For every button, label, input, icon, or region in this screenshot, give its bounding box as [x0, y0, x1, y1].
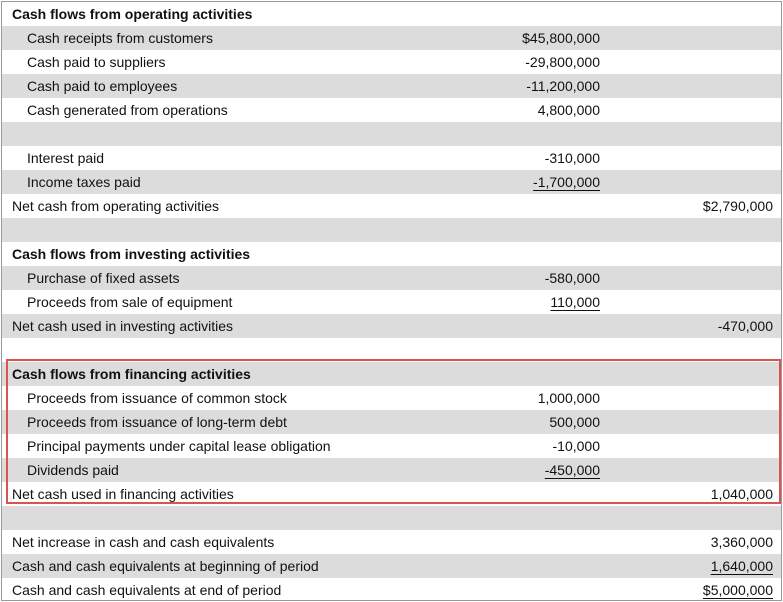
line-item-row: [2, 170, 781, 194]
line-item-row: [2, 26, 781, 50]
subtotal-row: [2, 530, 781, 554]
row-label: Net increase in cash and cash equivalents: [12, 534, 275, 550]
amount-cell: -10,000: [552, 438, 600, 454]
row-label: Principal payments under capital lease obligation: [27, 438, 331, 454]
amount-cell: -310,000: [544, 150, 600, 166]
line-item-row: [2, 434, 781, 458]
total-cell: 3,360,000: [710, 534, 773, 550]
row-label: Net cash from operating activities: [12, 198, 219, 214]
total-cell: $5,000,000: [702, 582, 773, 598]
row-label: Cash paid to suppliers: [27, 54, 166, 70]
section-header-label: Cash flows from investing activities: [12, 246, 251, 262]
spacer-row: [2, 122, 781, 146]
amount-cell: 4,800,000: [537, 102, 600, 118]
subtotal-row: [2, 194, 781, 218]
row-label: Dividends paid: [27, 462, 119, 478]
amount-cell: -580,000: [544, 270, 600, 286]
section-header-label: Cash flows from operating activities: [12, 6, 253, 22]
total-cell: 1,640,000: [710, 558, 773, 574]
row-label: Cash generated from operations: [27, 102, 228, 118]
row-label: Cash paid to employees: [27, 78, 178, 94]
row-label: Proceeds from sale of equipment: [27, 294, 233, 310]
row-label: Interest paid: [27, 150, 105, 166]
row-label: Purchase of fixed assets: [27, 270, 180, 286]
amount-cell: 1,000,000: [537, 390, 600, 406]
line-item-row: [2, 290, 781, 314]
spacer-row: [2, 218, 781, 242]
amount-cell: 500,000: [549, 414, 600, 430]
amount-cell: -11,200,000: [526, 78, 600, 94]
line-item-row: [2, 98, 781, 122]
row-label: Cash and cash equivalents at end of period: [12, 582, 282, 598]
row-label: Proceeds from issuance of long-term debt: [27, 414, 287, 430]
amount-cell: -29,800,000: [525, 54, 600, 70]
line-item-row: [2, 74, 781, 98]
spacer-row: [2, 338, 781, 362]
section-header-row: [2, 2, 781, 26]
line-item-row: [2, 146, 781, 170]
section-header-row: [2, 362, 781, 386]
total-cell: $2,790,000: [702, 198, 773, 214]
line-item-row: [2, 266, 781, 290]
row-label: Income taxes paid: [27, 174, 141, 190]
row-label: Proceeds from issuance of common stock: [27, 390, 287, 406]
amount-cell: 110,000: [550, 294, 600, 310]
amount-cell: $45,800,000: [522, 30, 600, 46]
subtotal-row: [2, 578, 781, 601]
amount-cell: -1,700,000: [533, 174, 600, 190]
amount-cell: -450,000: [544, 462, 600, 478]
spacer-row: [2, 506, 781, 530]
cash-flow-statement-table: [1, 1, 782, 601]
row-label: Cash receipts from customers: [27, 30, 213, 46]
row-label: Cash and cash equivalents at beginning of period: [12, 558, 319, 574]
subtotal-row: [2, 482, 781, 506]
line-item-row: [2, 458, 781, 482]
line-item-row: [2, 50, 781, 74]
section-header-label: Cash flows from financing activities: [12, 366, 251, 382]
row-label: Net cash used in investing activities: [12, 318, 233, 334]
row-label: Net cash used in financing activities: [12, 486, 234, 502]
line-item-row: [2, 410, 781, 434]
subtotal-row: [2, 314, 781, 338]
line-item-row: [2, 386, 781, 410]
section-header-row: [2, 242, 781, 266]
total-cell: -470,000: [717, 318, 773, 334]
subtotal-row: [2, 554, 781, 578]
total-cell: 1,040,000: [710, 486, 773, 502]
